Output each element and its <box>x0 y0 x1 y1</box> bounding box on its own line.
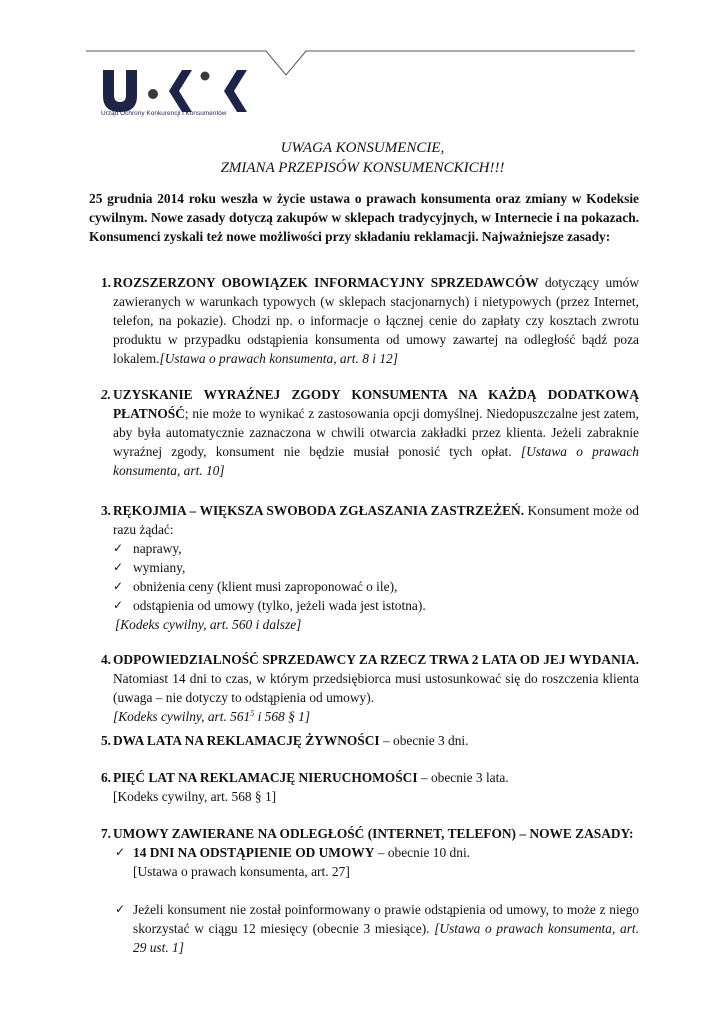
title-line-1: UWAGA KONSUMENCIE, <box>280 140 445 156</box>
check-icon: ✓ <box>113 579 124 593</box>
item-heading: ROZSZERZONY OBOWIĄZEK INFORMACYJNY SPRZEDAWCÓW <box>113 275 539 290</box>
item-number: 7. <box>100 826 111 841</box>
item-number: 4. <box>100 652 111 667</box>
legal-reference: [Ustawa o prawach konsumenta, art. 10] <box>113 444 639 478</box>
item-heading: PIĘĆ LAT NA REKLAMACJĘ NIERUCHOMOŚCI <box>113 770 418 785</box>
list-item: ✓ wymiany, <box>113 560 186 575</box>
list-item-4 <box>89 650 639 726</box>
sub-text: Jeżeli konsument nie został poinformowany o prawie odstąpienia od umowy, to może z niego skorzystać w ciągu 12 miesięcy (obecnie 3 miesiące). <box>133 902 639 936</box>
list-item-6 <box>89 768 639 806</box>
item-number: 1. <box>100 275 111 290</box>
item-text: Natomiast 14 dni to czas, w którym przedsiębiorca musi ustosunkować się do roszczenia klienta (uwaga – nie dotyczy to odstąpienia od umowy). <box>113 671 639 705</box>
list-item-5 <box>89 731 639 750</box>
list-item: ✓ obniżenia ceny (klient musi zaproponować o ile), <box>113 579 398 594</box>
list-item-7 <box>89 824 639 957</box>
intro-paragraph: 25 grudnia 2014 roku weszła w życie ustawa o prawach konsumenta oraz zmiany w Kodeksie cywilnym. Nowe zasady dotyczą zakupów w sklepach tradycyjnych, w Internecie i na pokazach. Konsumenci zyskali też nowe możliwości przy składaniu reklamacji. Najważniejsze zasady: <box>89 191 639 244</box>
list-item-2 <box>89 385 639 480</box>
check-icon: ✓ <box>113 541 124 555</box>
legal-reference: [Kodeks cywilny, art. 568 § 1] <box>113 789 277 804</box>
list-item: ✓ naprawy, <box>113 541 182 556</box>
item-number: 3. <box>100 503 111 518</box>
sub-heading: 14 DNI NA ODSTĄPIENIE OD UMOWY <box>133 845 375 860</box>
item-heading: UZYSKANIE WYRAŹNEJ ZGODY KONSUMENTA NA KAŻDĄ DODATKOWĄ PŁATNOŚĆ <box>113 387 639 421</box>
item-text: ; nie może to wynikać z zastosowania opcji domyślnej. Niedopuszczalne jest zatem, aby była automatycznie zaznaczona w chwili otwarcia zakładki przez klienta. Jeżeli zabraknie wyraźnej zgody, konsument nie będzie musiał ponosić tych opłat. <box>113 406 639 459</box>
item-text: – obecnie 3 dni. <box>379 733 469 748</box>
list-item: ✓ odstąpienia od umowy (tylko, jeżeli wada jest istotna). <box>113 598 426 613</box>
item-heading: RĘKOJMIA – WIĘKSZA SWOBODA ZGŁASZANIA ZASTRZEŻEŃ. <box>113 503 525 518</box>
check-icon: ✓ <box>113 598 124 612</box>
remedy-list <box>113 539 639 615</box>
check-icon: ✓ <box>113 560 124 574</box>
item-text: – obecnie 3 lata. <box>417 770 509 785</box>
legal-reference: [Ustawa o prawach konsumenta, art. 29 ust. 1] <box>133 921 639 955</box>
legal-reference: [Ustawa o prawach konsumenta, art. 27] <box>133 864 350 879</box>
sub-text: – obecnie 10 dni. <box>374 845 471 860</box>
item-heading: DWA LATA NA REKLAMACJĘ ŻYWNOŚCI <box>113 733 380 748</box>
sub-point-withdrawal <box>113 843 639 881</box>
item-heading: UMOWY ZAWIERANE NA ODLEGŁOŚĆ (INTERNET, TELEFON) – NOWE ZASADY: <box>113 826 634 841</box>
list-item-1 <box>89 273 639 368</box>
legal-reference: [Kodeks cywilny, art. 560 i dalsze] <box>115 617 302 632</box>
page-title <box>0 138 725 178</box>
logo-caption: Urząd Ochrony Konkurencji i Konsumentów <box>101 110 227 117</box>
item-number: 5. <box>100 733 111 748</box>
list-item-3 <box>89 501 639 634</box>
title-line-2: ZMIANA PRZEPISÓW KONSUMENCKICH!!! <box>220 160 505 176</box>
legal-reference: [Kodeks cywilny, art. $561^5$ i 568 § 1] <box>113 709 311 724</box>
item-number: 6. <box>100 770 111 785</box>
item-text: dotyczący umów zawieranych w warunkach typowych (w sklepach stacjonarnych) i nietypowych (przez Internet, telefon, na pokazie). Chodzi np. o informacje o łącznej cenie do zapłaty czy kosztach zwrotu produktu w przypadku odstąpienia konsumenta od umowy zawartej na odległość bądź poza lokalem. <box>113 275 640 366</box>
item-heading: ODPOWIEDZIALNOŚĆ SPRZEDAWCY ZA RZECZ TRWA 2 LATA OD JEJ WYDANIA. <box>113 652 639 667</box>
check-icon: ✓ <box>115 845 126 859</box>
check-icon: ✓ <box>115 902 126 916</box>
item-text: Konsument może od razu żądać: <box>113 503 639 537</box>
legal-reference: [Ustawa o prawach konsumenta, art. 8 i 12] <box>159 351 398 366</box>
item-number: 2. <box>100 387 111 402</box>
sub-point-information <box>113 900 639 957</box>
